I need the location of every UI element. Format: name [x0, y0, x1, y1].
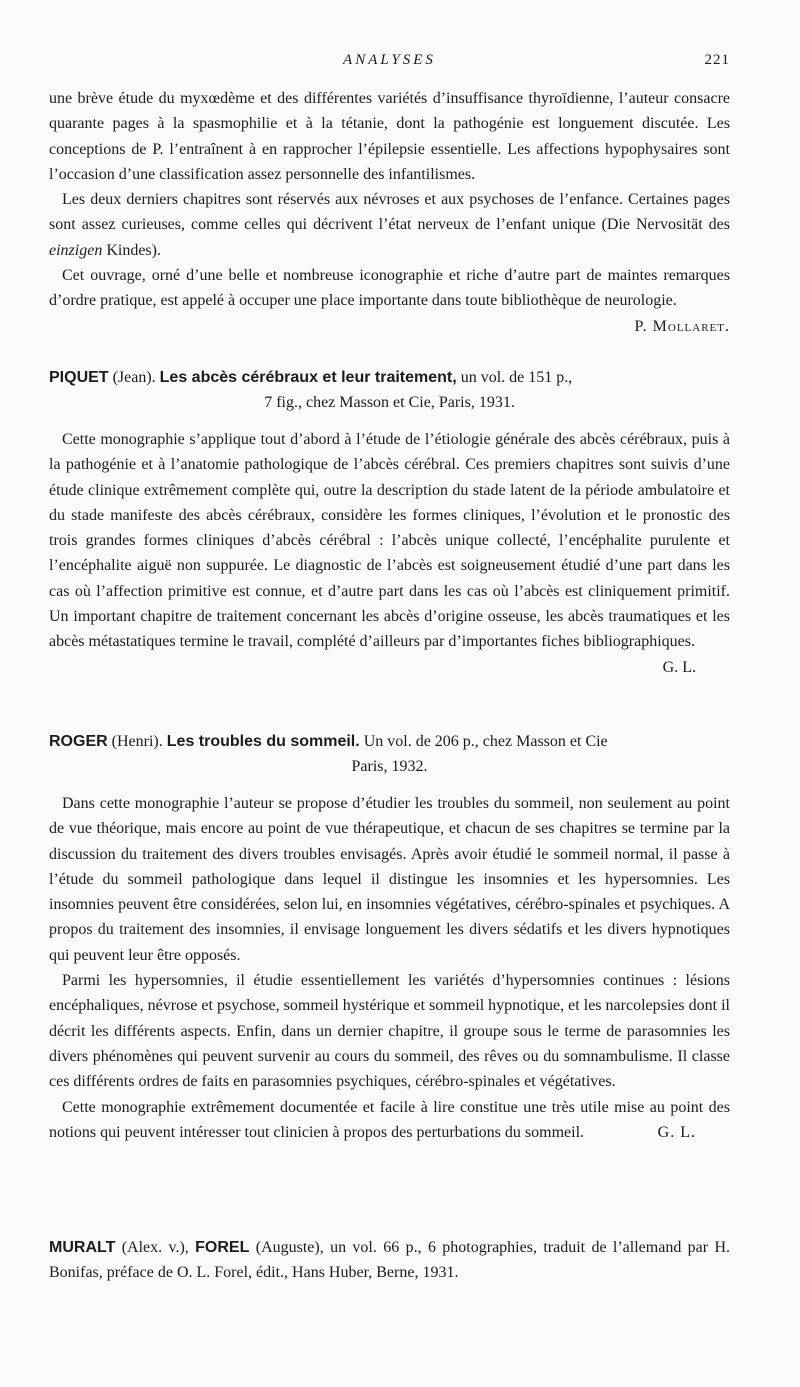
author-first-name: (Henri). [111, 733, 163, 750]
review-paragraph-1: Dans cette monographie l’auteur se propose d’étudier les troubles du sommeil, non seulement au point de vue théorique, mais encore au point de vue thérapeutique, et chacun de ses chapitres se termine par la discussion du traitement des divers troubles envisagés. Après avoir étudié le sommeil normal, il passe à l’étude du sommeil pathologique dans lequel il distingue les insomnies et les hypersomnies. Les insomnies peuvent être considérées, selon lui, en insomnies végétatives, cérébro-spinales et psychiques. A propos du traitement des insomnies, il envisage longuement les divers sédatifs et les divers hypnotiques qui peuvent leur être opposés. [49, 795, 730, 964]
book-title: Les troubles du sommeil. [166, 733, 360, 750]
review-piquet [49, 366, 730, 680]
review-heading [49, 1236, 730, 1285]
publication-line-2: de l’allemand par H. Bonifas, préface de O. L. Forel, édit., Hans Huber, Berne, 1931. [49, 1239, 731, 1281]
publication-line-1: un vol. de 151 p., [460, 369, 573, 386]
review-paragraph-2: Parmi les hypersomnies, il étudie essentiellement les variétés d’hypersomnies continues : lésions encéphaliques, névrose et psychose, sommeil hystérique et sommeil hypnotique, et les narcolepsies dont il décrit les différents aspects. Enfin, dans un dernier chapitre, il groupe sous le terme de parasomnies les divers phénomènes qui peuvent survenir au cours du sommeil, des rêves ou du somnambulisme. Il classe ces différents ordres de faits en parasomnies psychiques, cérébro-spinales et végétatives. [49, 972, 730, 1091]
publication-line-2: Paris, 1932. [351, 757, 428, 775]
page-number: 221 [704, 52, 730, 68]
running-title: ANALYSES [343, 52, 436, 68]
author-name-1: MURALT [49, 1239, 116, 1256]
publication-line-1: Un vol. de 206 p., chez Masson et Cie [363, 733, 608, 750]
intro-paragraph-1: une brève étude du myxœdème et des différentes variétés d’insuffisance thyroïdienne, l’auteur consacre quarante pages à la spasmophilie et à la tétanie, dont la pathogénie est longuement discutée. Les conceptions de P. l’entraînent à en rapprocher l’épilepsie essentielle. Les affections hypophysaires sont l’occasion d’une classification assez personnelle des infantilismes. [49, 90, 730, 183]
author-first-name: (Jean). [112, 369, 156, 386]
author-name: ROGER [49, 733, 108, 750]
publication-line-2: 7 fig., chez Masson et Cie, Paris, 1931. [264, 393, 515, 411]
review-roger [49, 730, 730, 1145]
signature: G. L. [657, 1123, 696, 1141]
intro-paragraph-2: Les deux derniers chapitres sont réservés aux névroses et aux psychoses de l’enfance. Certaines pages sont assez curieuses, comme celles qui décrivent l’état nerveux de l’enfant unique (Die Nervosität des einzigen Kindes). [49, 191, 730, 259]
author-name-2: FOREL [195, 1239, 250, 1256]
italic-word: einzigen [49, 241, 103, 259]
author-first-name-2: (Auguste), [255, 1239, 324, 1256]
publication-line-1: un vol. 66 p., 6 photographies, traduit [330, 1239, 586, 1256]
signature-mollaret: P. Mollaret. [634, 317, 730, 335]
review-body: Cette monographie s’applique tout d’abord à l’étude de l’étiologie générale des abcès cérébraux, puis à la pathogénie et à l’anatomie pathologique de l’abcès cérébral. Ces premiers chapitres sont suivis d’une étude clinique extrêmement complète qui, outre la description du stade latent de la période ambulatoire et du stade manifeste des abcès cérébraux, considère les formes cliniques, l’évolution et le pronostic des trois grandes formes cliniques d’abcès cérébral : l’abcès unique collecté, l’encéphalite purulente et l’encéphalite aiguë non suppurée. Le diagnostic de l’abcès est soigneusement étudié d’une part dans les cas où l’affection primitive est connue, et d’autre part dans les cas où l’abcès est cliniquement primitif. Un important chapitre de traitement concernant les abcès d’origine osseuse, les abcès traumatiques et les abcès métastatiques termine le travail, complété d’ailleurs par d’importantes fiches bibliographiques. [49, 431, 730, 651]
review-heading [49, 366, 730, 415]
running-header [49, 52, 730, 76]
author-name: PIQUET [49, 369, 109, 386]
intro-paragraph-3: Cet ouvrage, orné d’une belle et nombreuse iconographie et riche d’autre part de maintes remarques d’ordre pratique, est appelé à occuper une place importante dans toute bibliothèque de neurologie. P. Mollaret. [49, 263, 730, 314]
review-heading [49, 730, 730, 779]
author-first-name-1: (Alex. v.), [121, 1239, 189, 1256]
intro-section [49, 86, 730, 339]
review-muralt-forel [49, 1236, 730, 1285]
signature: G. L. [662, 658, 696, 676]
review-paragraph-3: Cette monographie extrêmement documentée et facile à lire constitue une très utile mise au point des notions qui peuvent intéresser tout clinicien à propos des perturbations du sommeil. G. L. [49, 1095, 730, 1146]
book-title: Les abcès cérébraux et leur traitement, [159, 369, 457, 386]
